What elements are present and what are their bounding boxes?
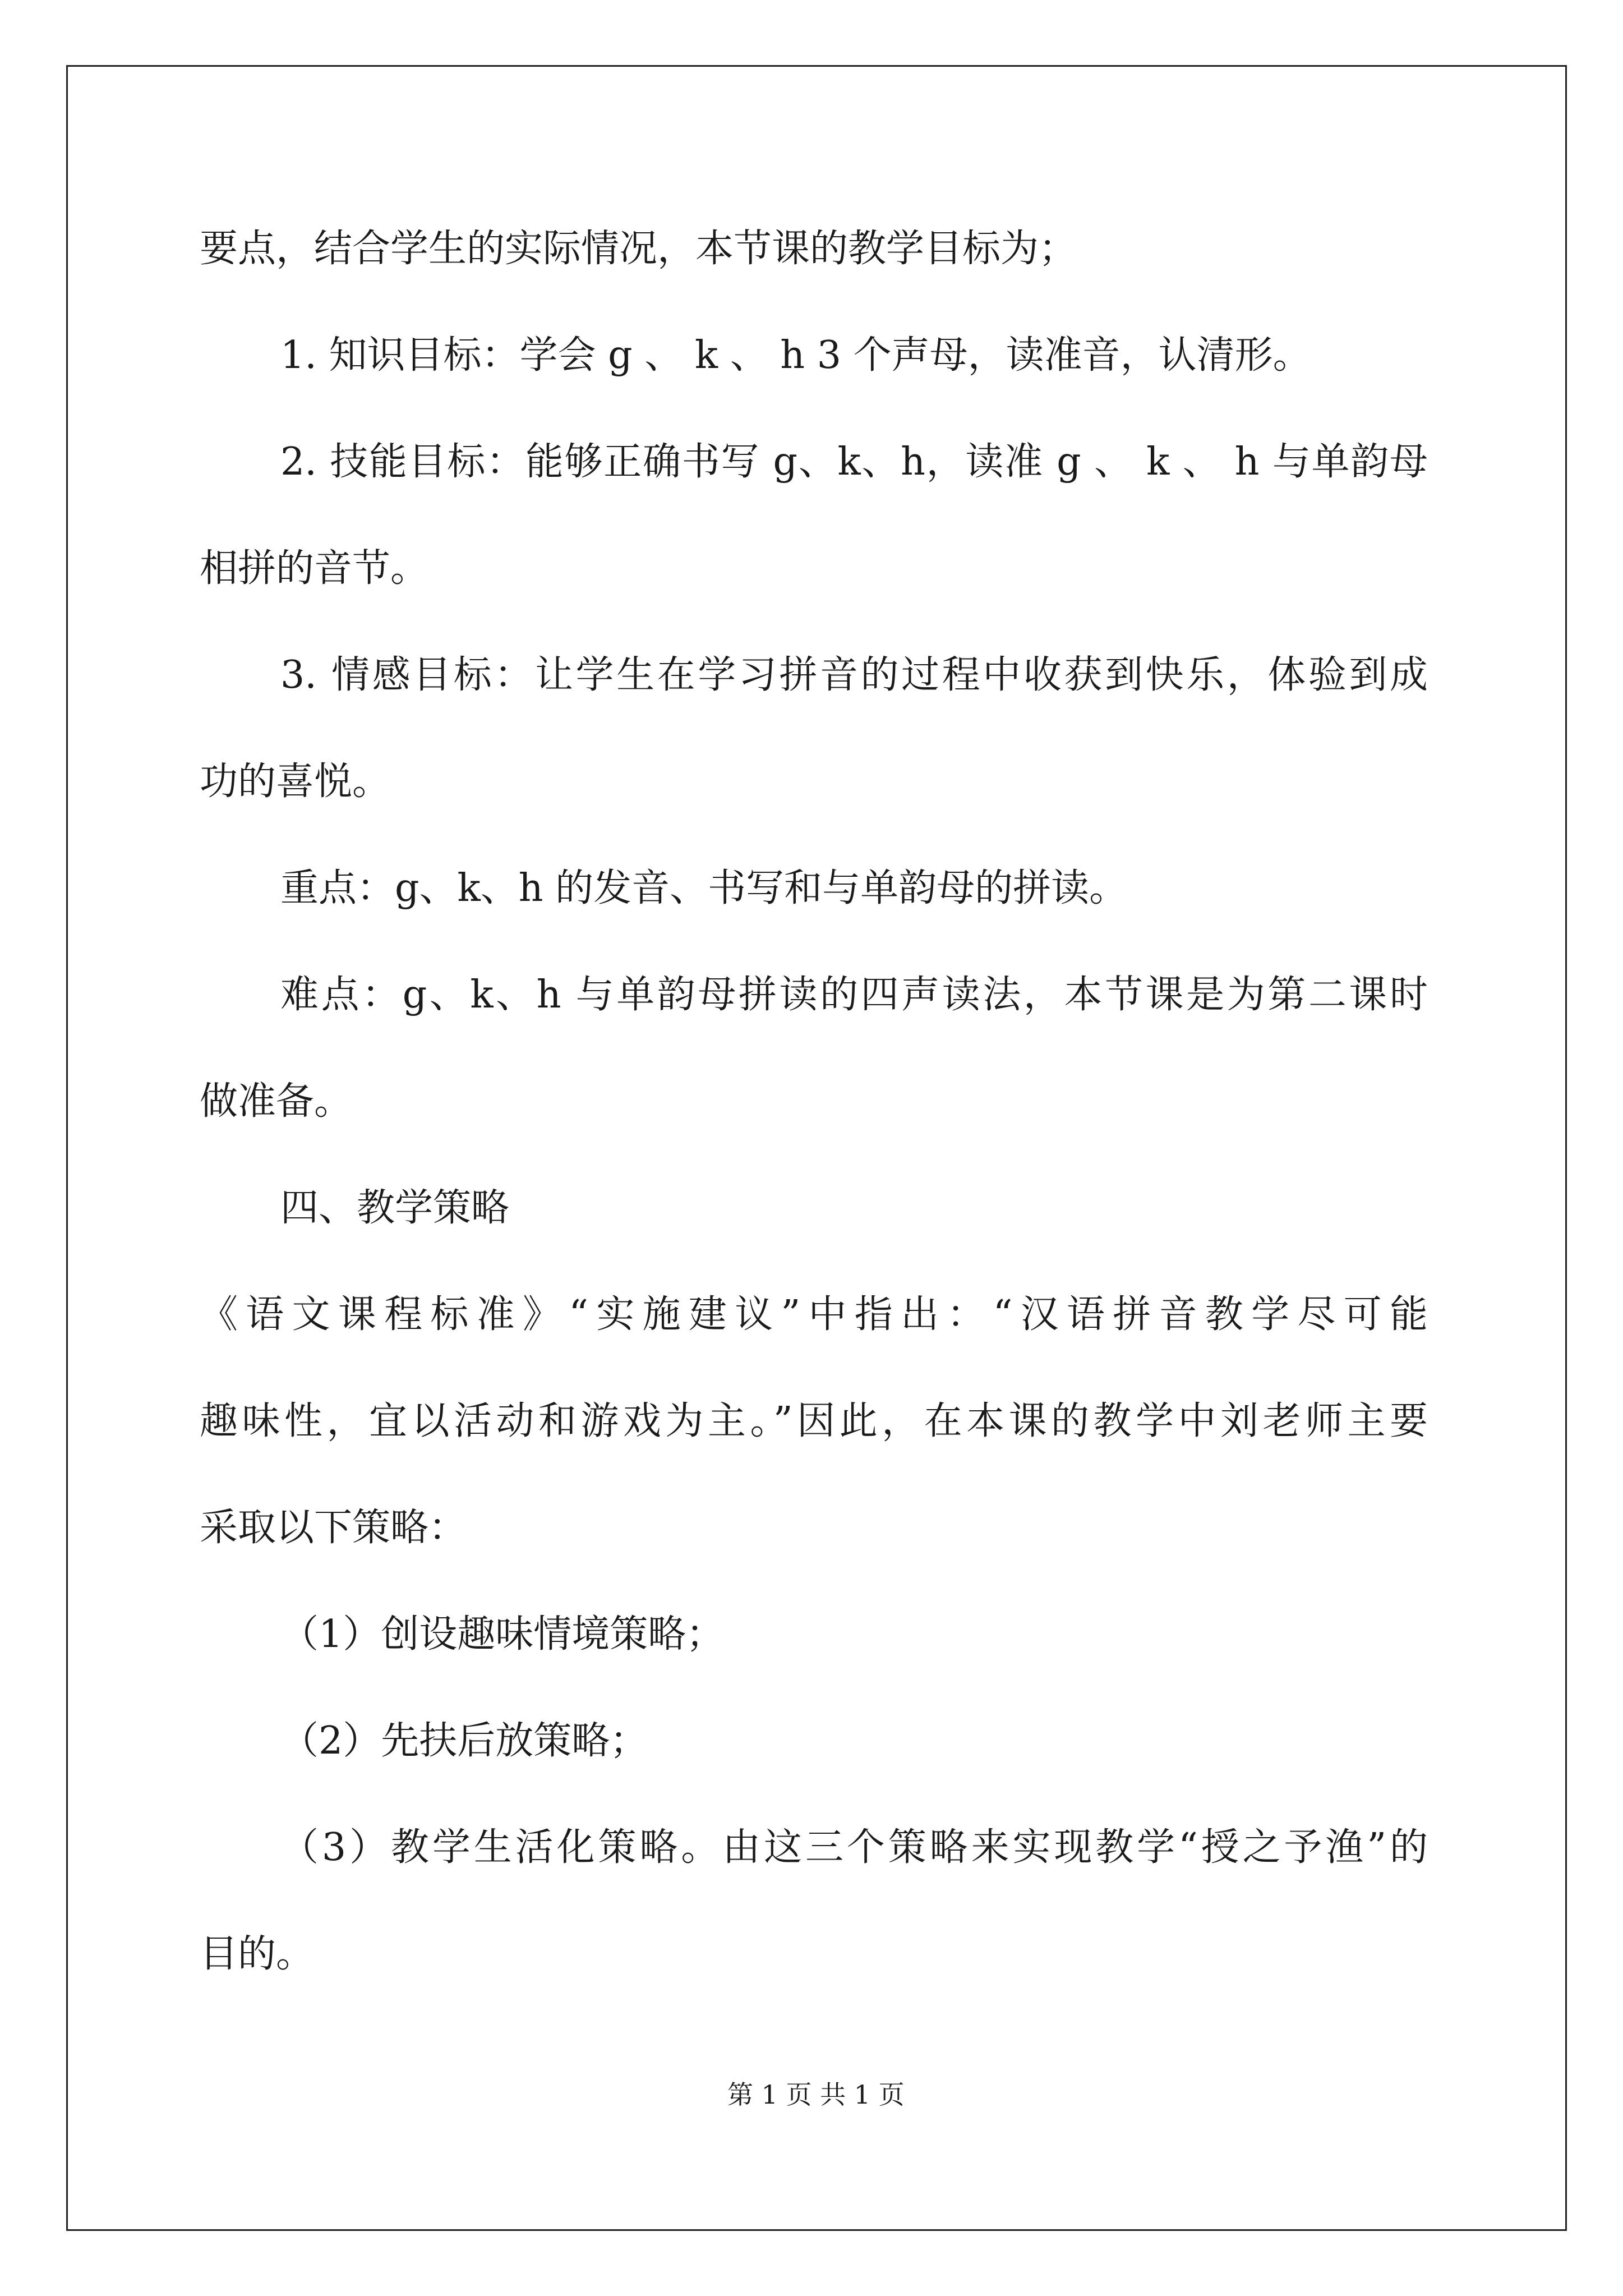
paragraph-line: 目的。 [200, 1932, 315, 1976]
paragraph-line: 做准备。 [200, 1079, 353, 1124]
paragraph-line: 采取以下策略： [200, 1506, 467, 1550]
paragraph-line: 要点，结合学生的实际情况，本节课的教学目标为； [200, 227, 1077, 271]
paragraph-line: 《语文课程标准》“实施建议”中指出：“汉语拼音教学尽可能 [200, 1292, 1428, 1337]
paragraph-line: 1. 知识目标：学会 g 、 k 、 h 3 个声母，读准音，认清形。 [280, 333, 1311, 378]
list-item: （2）先扶后放策略； [280, 1719, 648, 1763]
page-border [66, 65, 1567, 2231]
paragraph-line: 3. 情感目标：让学生在学习拼音的过程中收获到快乐，体验到成 [280, 653, 1428, 697]
page-footer: 第 1 页 共 1 页 [727, 2079, 905, 2110]
paragraph-line: 难点：g、k、h 与单韵母拼读的四声读法，本节课是为第二课时 [280, 973, 1428, 1017]
paragraph-line: 趣味性，宜以活动和游戏为主。”因此，在本课的教学中刘老师主要 [200, 1399, 1428, 1443]
paragraph-line: 相拼的音节。 [200, 546, 429, 591]
list-item: （3）教学生活化策略。由这三个策略来实现教学“授之予渔”的 [280, 1825, 1428, 1870]
paragraph-line: 2. 技能目标：能够正确书写 g、k、h，读准 g 、 k 、 h 与单韵母 [280, 440, 1428, 484]
paragraph-line: 功的喜悦。 [200, 760, 391, 804]
list-item: （1）创设趣味情境策略； [280, 1612, 725, 1657]
paragraph-line: 重点：g、k、h 的发音、书写和与单韵母的拼读。 [280, 866, 1128, 910]
section-heading: 四、教学策略 [280, 1186, 510, 1230]
